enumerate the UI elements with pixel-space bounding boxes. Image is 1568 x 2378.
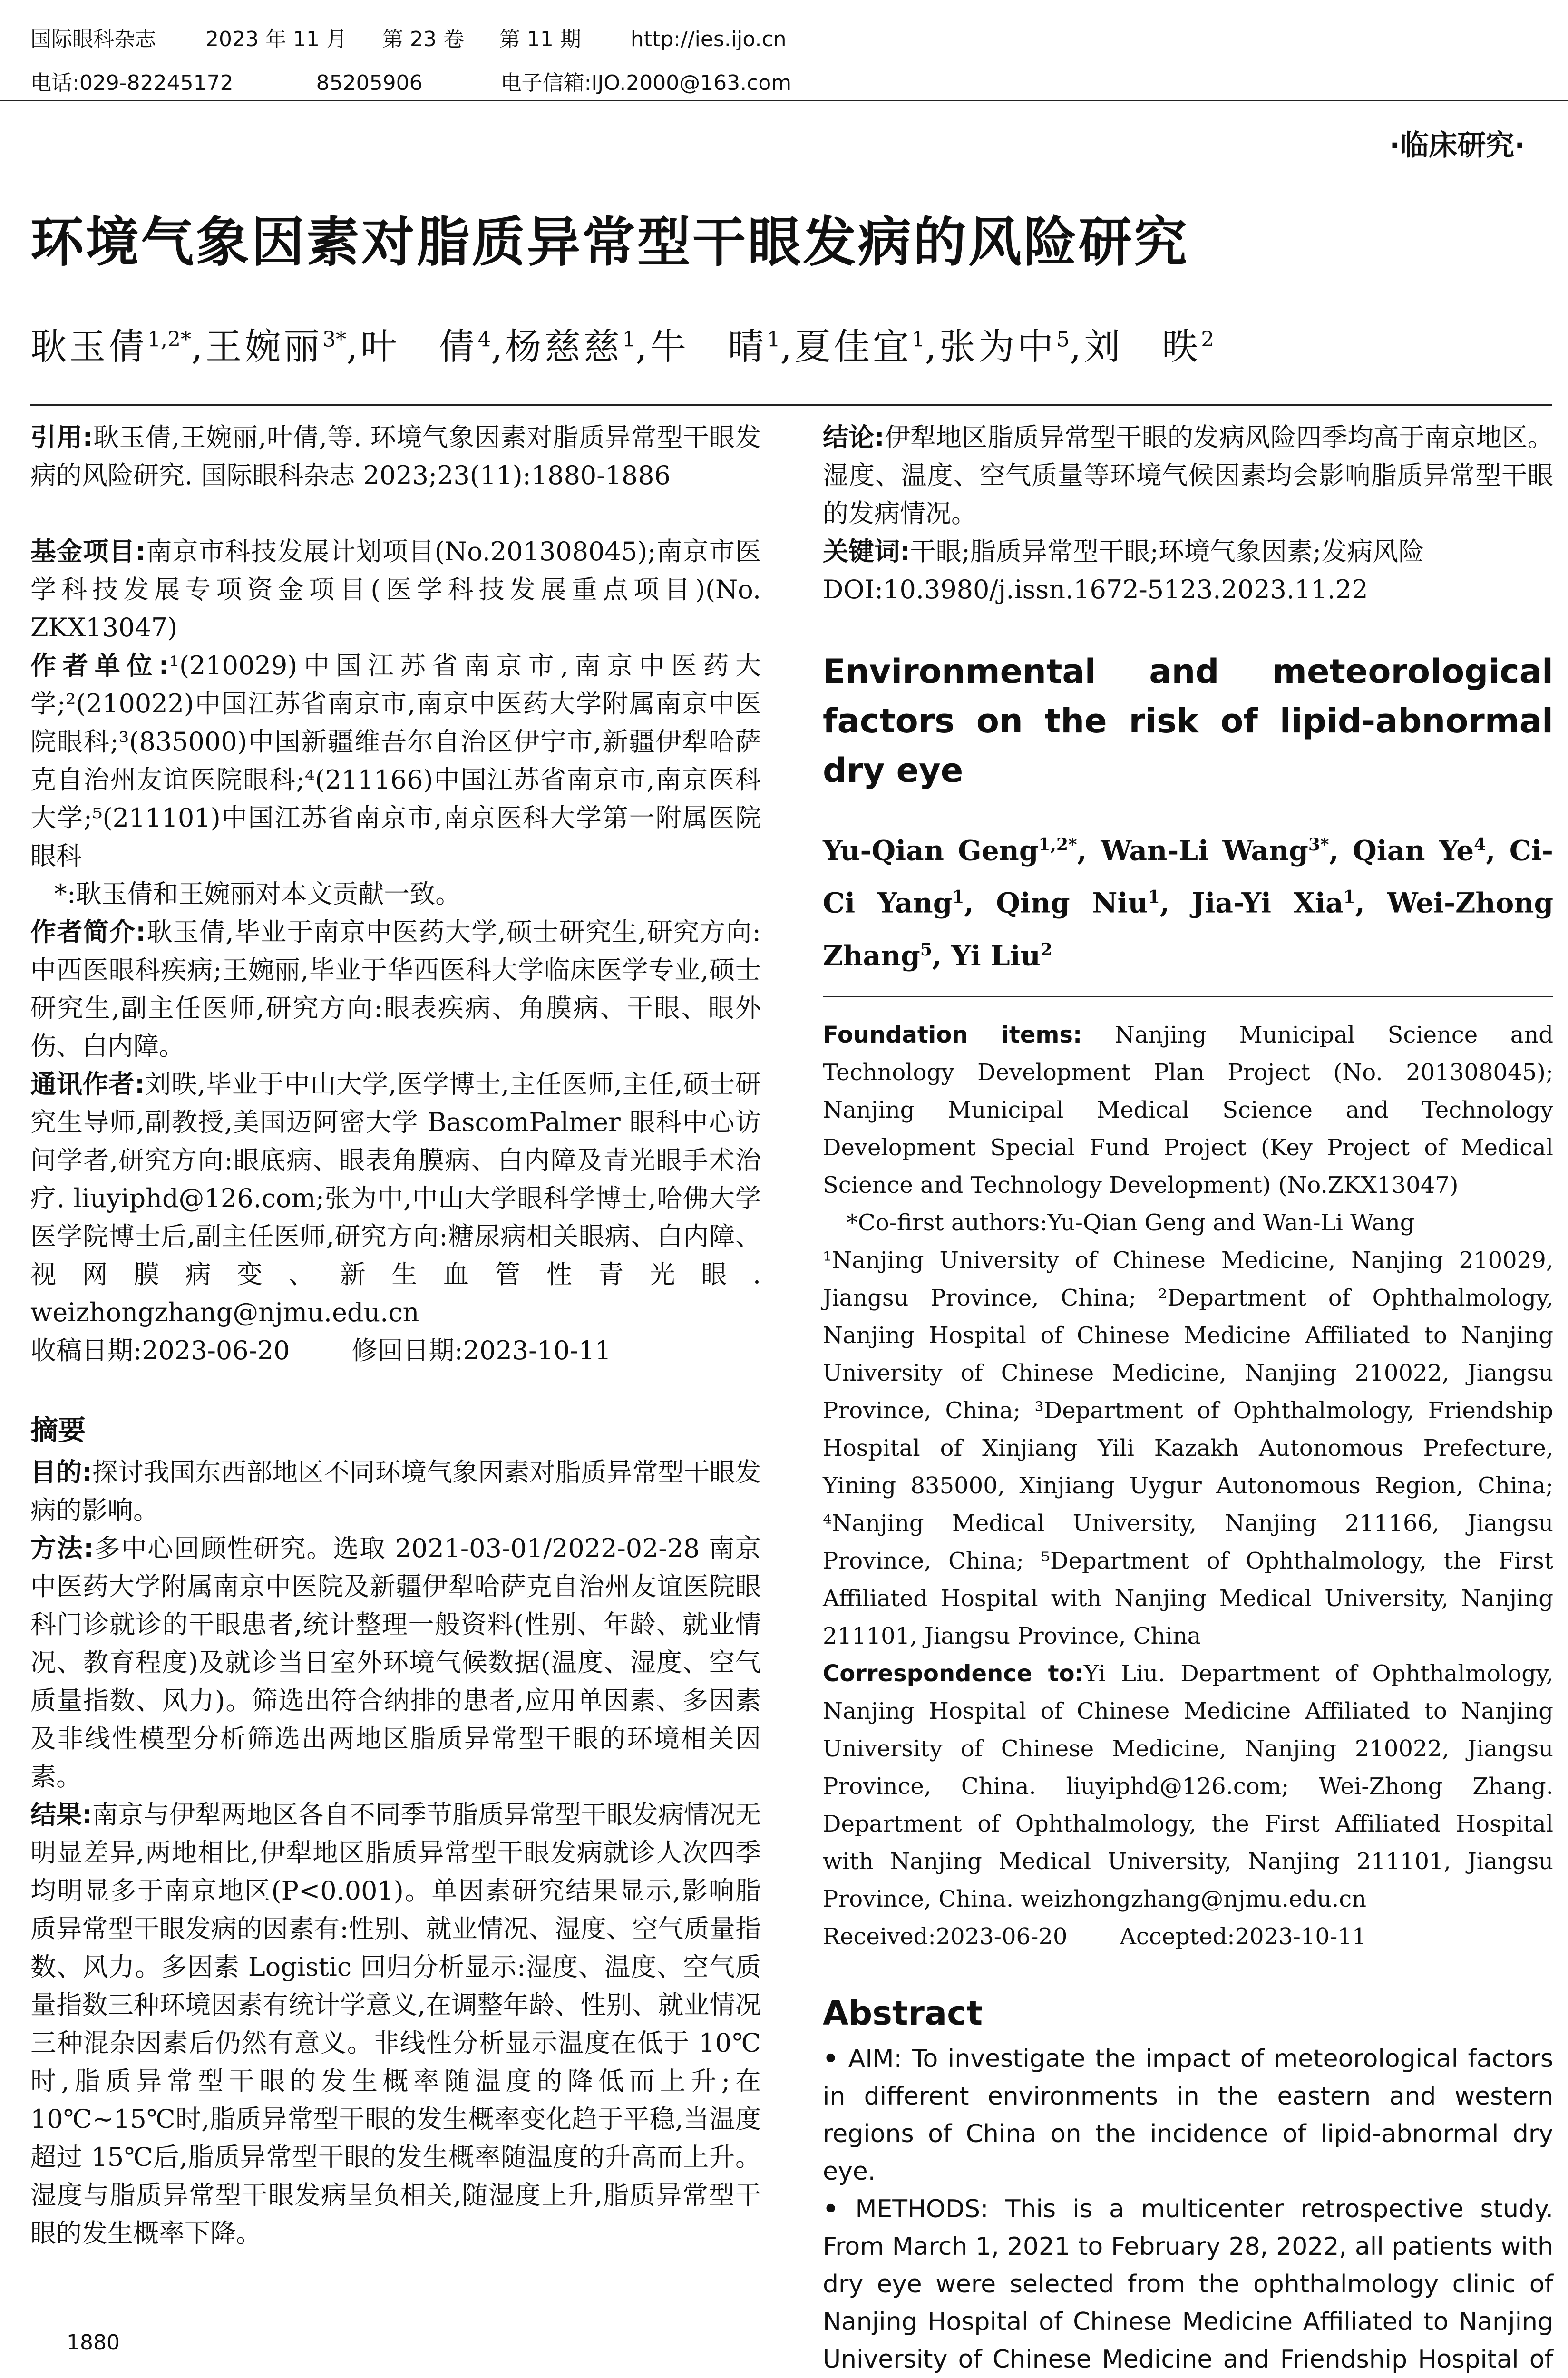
abstract-aim-en: • AIM: To investigate the impact of meteorological factors in different environments in the eastern and western regions of China on the incidence of lipid-abnormal dry eye. bbox=[823, 2044, 1553, 2186]
correspondence-en: Correspondence to:Yi Liu. Department of Ophthalmology, Nanjing Hospital of Chinese Medicine Affiliated to Nanjing University of Chinese Medicine, Nanjing 210022, Jiangsu Province, China. liuyiphd@126.com; Wei-Zhong Zhang. Department of Ophthalmology, the First Affiliated Hospital with Nanjing Medical University, Nanjing 211101, Jiangsu Province, China. weizhongzhang@njmu.edu.cn bbox=[823, 1660, 1553, 1912]
author-en-affil-marker: 1 bbox=[1148, 887, 1160, 907]
section-tag: ·临床研究· bbox=[1389, 129, 1525, 162]
equal-contribution-note: *:耿玉倩和王婉丽对本文贡献一致。 bbox=[54, 879, 461, 909]
journal-header-line2 bbox=[30, 66, 791, 96]
doi[interactable]: DOI:10.3980/j.issn.1672-5123.2023.11.22 bbox=[823, 575, 1368, 604]
author-cn: 叶 倩 bbox=[360, 325, 478, 368]
author-en-affil-marker: 3* bbox=[1308, 835, 1329, 855]
author-en: Jia-Yi Xia bbox=[1191, 887, 1344, 919]
affiliations-en: ¹Nanjing University of Chinese Medicine, Nanjing 210029, Jiangsu Province, China; ²Department of Ophthalmology, Nanjing Hospital of Chinese Medicine Affiliated to Nanjing University of Chinese Medicine, Nanjing 210022, Jiangsu Province, China; ³Department of Ophthalmology, Friendship Hospital of Xinjiang Yili Kazakh Autonomous Prefecture, Yining 835000, Xinjiang Uygur Autonomous Region, China; ⁴Nanjing Medical University, Nanjing 211166, Jiangsu Province, China; ⁵Department of Ophthalmology, the First Affiliated Hospital with Nanjing Medical University, Nanjing 211101, Jiangsu Province, China bbox=[823, 1247, 1553, 1649]
dates-cn: 收稿日期:2023-06-20 修回日期:2023-10-11 bbox=[30, 1335, 612, 1365]
author-en: Qian Ye bbox=[1353, 834, 1474, 867]
author-list-en: Yu-Qian Geng$^{1,2*}$, Wan-Li Wang$^{3*}$, Qian Ye$^4$, Ci-Ci Yang$^1$, Qing Niu$^1$, Jia-Yi Xia$^1$, Wei-Zhong Zhang$^5$, Yi Liu$^2$ bbox=[823, 834, 1554, 972]
journal-email[interactable]: 电子信箱:IJO.2000@163.com bbox=[500, 71, 792, 95]
journal-url[interactable]: http://ies.ijo.cn bbox=[630, 27, 787, 51]
author-list-cn bbox=[30, 318, 1214, 370]
journal-header-line1 bbox=[30, 22, 787, 52]
author-en: Ci-Ci Yang bbox=[823, 834, 1554, 919]
author-cn-separator: , bbox=[780, 325, 795, 368]
co-first-note: *Co-first authors:Yu-Qian Geng and Wan-Li Wang bbox=[847, 1209, 1415, 1236]
author-bio: 作者简介:耿玉倩,毕业于南京中医药大学,硕士研究生,研究方向:中西医眼科疾病;王婉丽,毕业于华西医科大学临床医学专业,硕士研究生,副主任医师,研究方向:眼表疾病、角膜病、干眼、眼外伤、白内障。 bbox=[30, 917, 761, 1061]
author-cn-separator: , bbox=[1070, 325, 1084, 368]
author-en-affil-marker: 4 bbox=[1474, 835, 1486, 855]
english-title: Environmental and meteorological factors on the risk of lipid-abnormal dry eye bbox=[823, 652, 1553, 790]
funding: 基金项目:南京市科技发展计划项目(No.201308045);南京市医学科技发展专项资金项目(医学科技发展重点项目)(No. ZKX13047) bbox=[30, 536, 761, 643]
author-en: Wan-Li Wang bbox=[1101, 834, 1308, 867]
abstract-results-cn: 结果:南京与伊犁两地区各自不同季节脂质异常型干眼发病情况无明显差异,两地相比,伊犁地区脂质异常型干眼发病就诊人次四季均明显多于南京地区(P<0.001)。单因素研究结果显示,影响脂质异常型干眼发病的因素有:性别、就业情况、湿度、空气质量指数、风力。多因素 Logistic 回归分析显示:湿度、温度、空气质量指数三种环境因素有统计学意义,在调整年龄、性别、就业情况三种混杂因素后仍然有意义。非线性分析显示温度在低于 10℃时,脂质异常型干眼的发生概率随温度的降低而上升;在10℃~15℃时,脂质异常型干眼的发生概率变化趋于平稳,当温度超过 15℃后,脂质异常型干眼的发生概率随温度的升高而上升。湿度与脂质异常型干眼发病呈负相关,随湿度上升,脂质异常型干眼的发生概率下降。 bbox=[30, 1800, 761, 2248]
author-en-affil-marker: 2 bbox=[1040, 939, 1052, 960]
english-author-rule bbox=[823, 996, 1553, 997]
author-en-affil-marker: 1,2* bbox=[1038, 835, 1077, 855]
title-rule bbox=[30, 404, 1552, 406]
author-cn-separator: , bbox=[925, 325, 940, 368]
author-cn: 杨慈慈 bbox=[505, 325, 623, 368]
page-number: 1880 bbox=[67, 2330, 120, 2355]
abstract-methods-cn: 方法:多中心回顾性研究。选取 2021-03-01/2022-02-28 南京中医药大学附属南京中医院及新疆伊犁哈萨克自治州友谊医院眼科门诊就诊的干眼患者,统计整理一般资料(性别、年龄、就业情况、教育程度)及就诊当日室外环境气候数据(温度、湿度、空气质量指数、风力)。筛选出符合纳排的患者,应用单因素、多因素及非线性模型分析筛选出两地区脂质异常型干眼的环境相关因素。 bbox=[30, 1533, 761, 1792]
foundation-items-en: Foundation items: Nanjing Municipal Science and Technology Development Plan Project (No. 201308045); Nanjing Municipal Medical Science and Technology Development Special Fund Project (Key Project of Medical Science and Technology Development) (No.ZKX13047) bbox=[823, 1021, 1553, 1199]
author-en: Qing Niu bbox=[996, 887, 1148, 919]
author-cn-separator: , bbox=[346, 325, 361, 368]
author-cn-affil-marker: 5 bbox=[1056, 327, 1070, 352]
abstract-aim-cn: 目的:探讨我国东西部地区不同环境气象因素对脂质异常型干眼发病的影响。 bbox=[30, 1457, 761, 1525]
author-en: Yu-Qian Geng bbox=[823, 834, 1039, 867]
author-en-affil-marker: 1 bbox=[952, 887, 964, 907]
keywords-cn: 关键词:干眼;脂质异常型干眼;环境气象因素;发病风险 bbox=[823, 536, 1424, 566]
dates-en: Received:2023-06-20 Accepted:2023-10-11 bbox=[823, 1923, 1367, 1950]
issue: 第 11 期 bbox=[499, 27, 581, 51]
author-cn-affil-marker: 2 bbox=[1201, 327, 1215, 352]
correspondence-cn: 通讯作者:刘昳,毕业于中山大学,医学博士,主任医师,主任,硕士研究生导师,副教授,美国迈阿密大学 BascomPalmer 眼科中心访问学者,研究方向:眼底病、眼表角膜病、白内障及青光眼手术治疗. liuyiphd@126.com;张为中,中山大学眼科学博士,哈佛大学医学院博士后,副主任医师,研究方向:糖尿病相关眼病、白内障、视网膜病变、新生血管性青光眼. weizhongzhang@njmu.edu.cn bbox=[30, 1069, 761, 1327]
abstract-heading-cn: 摘要 bbox=[30, 1414, 86, 1446]
citation: 引用:耿玉倩,王婉丽,叶倩,等. 环境气象因素对脂质异常型干眼发病的风险研究. 国际眼科杂志 2023;23(11):1880-1886 bbox=[30, 422, 761, 490]
article-title: 环境气象因素对脂质异常型干眼发病的风险研究 bbox=[30, 212, 1189, 273]
author-en-affil-marker: 5 bbox=[920, 939, 932, 960]
phone: 电话:029-82245172 bbox=[30, 71, 234, 95]
conclusion-cn: 结论:伊犁地区脂质异常型干眼的发病风险四季均高于南京地区。湿度、温度、空气质量等环境气候因素均会影响脂质异常型干眼的发病情况。 bbox=[823, 422, 1553, 528]
author-cn-separator: , bbox=[635, 325, 650, 368]
abstract-methods-en: • METHODS: This is a multicenter retrospective study. From March 1, 2021 to February 28, 2022, all patients with dry eye were selected from the ophthalmology clinic of Nanjing Hospital of Chinese Medicine Affiliated to Nanjing University of Chinese Medicine and Friendship Hospital of bbox=[823, 2194, 1553, 2374]
author-cn-affil-marker: 4 bbox=[477, 327, 491, 352]
right-column bbox=[823, 419, 1553, 2378]
journal-name: 国际眼科杂志 bbox=[30, 27, 156, 51]
author-cn: 耿玉倩 bbox=[30, 325, 147, 368]
author-en-affil-marker: 1 bbox=[1343, 887, 1355, 907]
header-rule bbox=[0, 100, 1568, 101]
author-en: Yi Liu bbox=[951, 939, 1041, 972]
author-cn: 刘 昳 bbox=[1084, 325, 1201, 368]
author-cn-separator: , bbox=[491, 325, 506, 368]
author-cn-affil-marker: 1 bbox=[911, 327, 925, 352]
volume: 第 23 卷 bbox=[382, 27, 464, 51]
phone-2: 85205906 bbox=[316, 71, 423, 95]
author-cn: 牛 晴 bbox=[650, 325, 767, 368]
author-cn: 夏佳宜 bbox=[794, 325, 912, 368]
abstract-heading-en: Abstract bbox=[823, 1993, 983, 2033]
issue-date: 2023 年 11 月 bbox=[205, 27, 347, 51]
author-cn: 张为中 bbox=[939, 325, 1057, 368]
author-cn-affil-marker: 3* bbox=[322, 327, 347, 352]
author-cn-affil-marker: 1 bbox=[622, 327, 636, 352]
left-column bbox=[30, 419, 761, 2252]
author-cn: 王婉丽 bbox=[205, 325, 323, 368]
author-cn-affil-marker: 1,2* bbox=[147, 327, 191, 352]
affiliations-cn: 作者单位:¹(210029)中国江苏省南京市,南京中医药大学;²(210022)中国江苏省南京市,南京中医药大学附属南京中医院眼科;³(835000)中国新疆维吾尔自治区伊宁市,新疆伊犁哈萨克自治州友谊医院眼科;⁴(211166)中国江苏省南京市,南京医科大学;⁵(211101)中国江苏省南京市,南京医科大学第一附属医院眼科 bbox=[30, 651, 761, 871]
author-cn-separator: , bbox=[191, 325, 206, 368]
author-cn-affil-marker: 1 bbox=[767, 327, 780, 352]
author-en: Wei-Zhong Zhang bbox=[823, 887, 1554, 972]
